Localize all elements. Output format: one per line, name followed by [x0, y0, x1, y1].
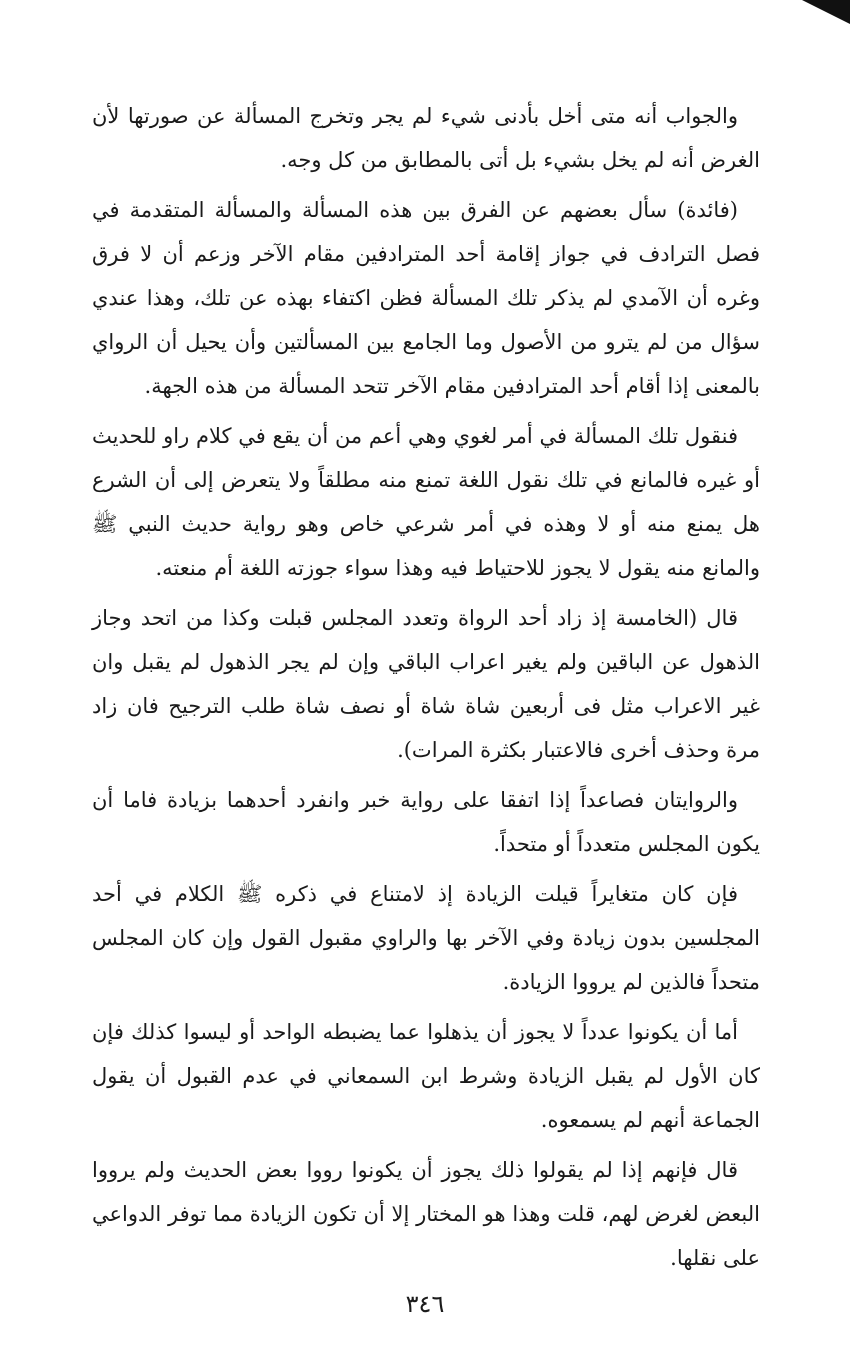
document-text	[92, 94, 760, 1286]
paragraph-4: قال (الخامسة إذ زاد أحد الرواة وتعدد المجلس قبلت وكذا من اتحد وجاز الذهول عن الباقين ولم يغير اعراب الباقي وإن لم يجر الذهول لم يقبل وان غير الاعراب مثل فى أربعين شاة شاة أو نصف شاة طلب الترجيح فان زاد مرة وحذف أخرى فالاعتبار بكثرة المرات).	[92, 606, 760, 762]
paragraph-3: فنقول تلك المسألة في أمر لغوي وهي أعم من أن يقع في كلام راو للحديث أو غيره فالمانع في تلك نقول اللغة تمنع منه مطلقاً ولا يتعرض إلى أن الشرع هل يمنع منه أو لا وهذه في أمر شرعي خاص وهو رواية حديث النبي ﷺ والمانع منه يقول لا يجوز للاحتياط فيه وهذا سواء جوزته اللغة أم منعته.	[92, 424, 760, 580]
page-corner-mark	[802, 0, 850, 24]
page-number: ٣٤٦	[405, 1290, 445, 1318]
paragraph-6: فإن كان متغايراً قيلت الزيادة إذ لامتناع في ذكره ﷺ الكلام في أحد المجلسين بدون زيادة وفي الآخر بها والراوي مقبول القول وإن كان المجلس متحداً فالذين لم يرووا الزيادة.	[92, 882, 760, 994]
paragraph-5: والروايتان فصاعداً إذا اتفقا على رواية خبر وانفرد أحدهما بزيادة فاما أن يكون المجلس متعدداً أو متحداً.	[92, 788, 760, 856]
paragraph-2: (فائدة) سأل بعضهم عن الفرق بين هذه المسألة والمسألة المتقدمة في فصل الترادف في جواز إقامة أحد المترادفين مقام الآخر وزعم أن لا فرق وغره أن الآمدي لم يذكر تلك المسألة فظن اكتفاء بهذه عن تلك، وهذا عندي سؤال من لم يترو من الأصول وما الجامع بين المسألتين وأن يحيل أن الرواي بالمعنى إذا أقام أحد المترادفين مقام الآخر تتحد المسألة من هذه الجهة.	[92, 198, 760, 398]
paragraph-7: أما أن يكونوا عدداً لا يجوز أن يذهلوا عما يضبطه الواحد أو ليسوا كذلك فإن كان الأول لم يقبل الزيادة وشرط ابن السمعاني في عدم القبول أن يقول الجماعة أنهم لم يسمعوه.	[92, 1020, 760, 1132]
paragraph-1: والجواب أنه متى أخل بأدنى شيء لم يجر وتخرج المسألة عن صورتها لأن الغرض أنه لم يخل بشيء بل أتى بالمطابق من كل وجه.	[92, 104, 760, 172]
paragraph-8: قال فإنهم إذا لم يقولوا ذلك يجوز أن يكونوا رووا بعض الحديث ولم يرووا البعض لغرض لهم، قلت وهذا هو المختار إلا أن تكون الزيادة مما توفر الدواعي على نقلها.	[92, 1158, 760, 1270]
